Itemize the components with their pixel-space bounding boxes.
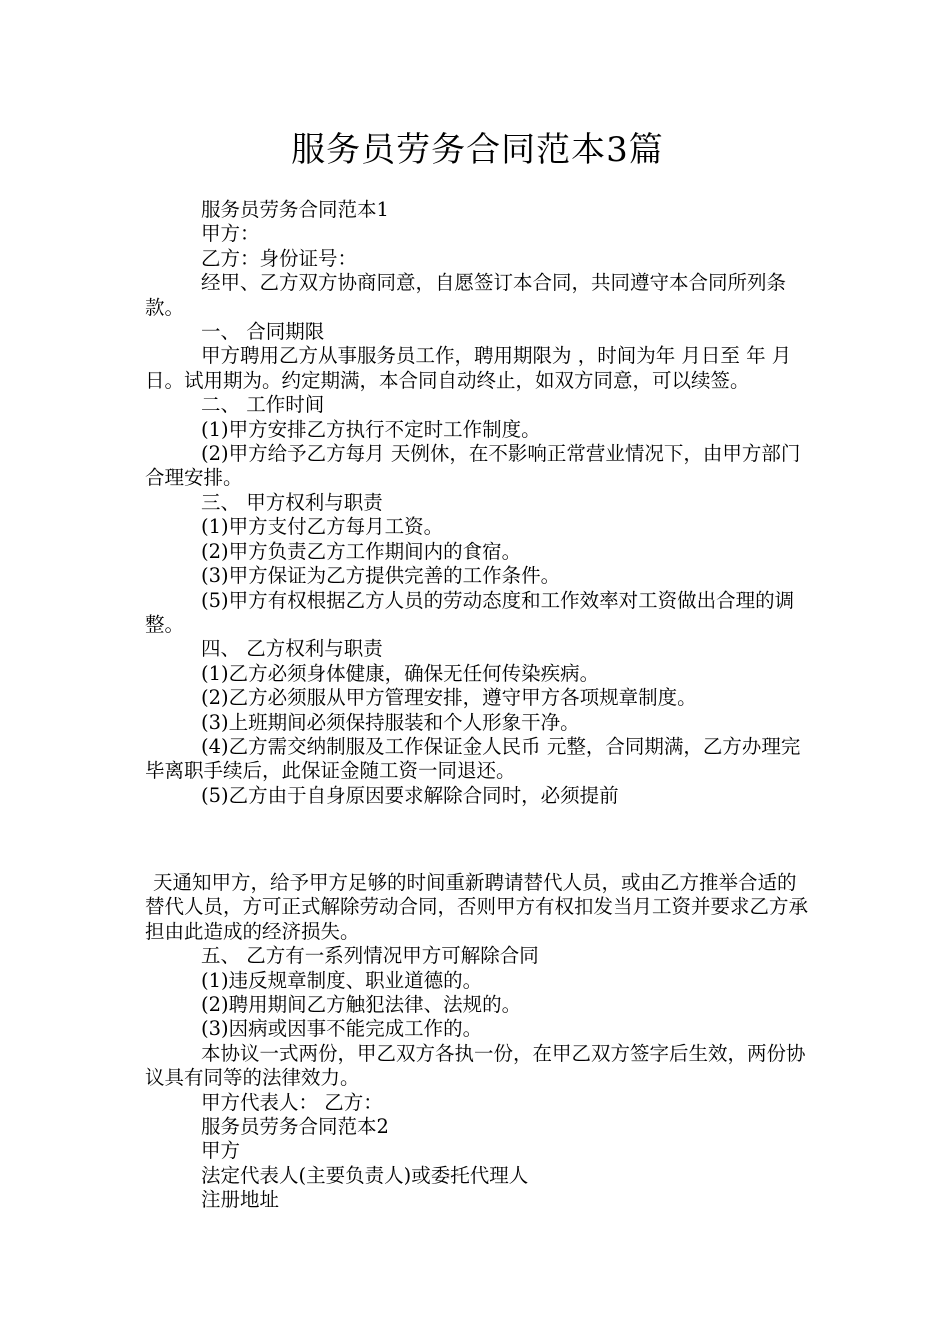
list-item: (2)甲方给予乙方每月 天例休，在不影响正常营业情况下，由甲方部门合理安排。 <box>145 442 801 490</box>
list-item: (5)乙方由于自身原因要求解除合同时，必须提前 <box>201 783 619 807</box>
list-item: (3)甲方保证为乙方提供完善的工作条件。 <box>201 564 561 588</box>
party-b-line: 乙方：身份证号： <box>201 246 358 270</box>
list-item: (2)甲方负责乙方工作期间内的食宿。 <box>201 539 522 563</box>
list-item: (1)乙方必须身体健康，确保无任何传染疾病。 <box>201 661 600 685</box>
party-a-line: 甲方 <box>201 1139 241 1163</box>
paragraph: 本协议一式两份，甲乙双方各执一份，在甲乙双方签字后生效，两份协议具有同等的法律效力。 <box>145 1041 806 1090</box>
list-item: (4)乙方需交纳制服及工作保证金人民币 元整，合同期满，乙方办理完毕离职手续后，此保证金随工资一同退还。 <box>145 734 801 783</box>
section-heading: 四、 乙方权利与职责 <box>201 637 383 661</box>
section-heading: 二、 工作时间 <box>201 393 325 417</box>
contract-heading-1: 服务员劳务合同范本1 <box>201 198 389 221</box>
list-item: (3)上班期间必须保持服装和个人形象干净。 <box>201 710 580 734</box>
paragraph: 甲方聘用乙方从事服务员工作，聘用期限为 ，时间为年 月日至 年 月 日。试用期为。约定期满，本合同自动终止，如双方同意，可以续签。 <box>145 344 792 392</box>
document-title: 服务员劳务合同范本3篇 <box>291 130 664 170</box>
contract-heading-2: 服务员劳务合同范本2 <box>201 1115 389 1139</box>
paragraph: 经甲、乙方双方协商同意，自愿签订本合同，共同遵守本合同所列条款。 <box>145 271 787 319</box>
contract-section-2 <box>145 871 810 1213</box>
list-item: (2)乙方必须服从甲方管理安排，遵守甲方各项规章制度。 <box>201 686 697 710</box>
paragraph: 天通知甲方，给予甲方足够的时间重新聘请替代人员，或由乙方推举合适的替代人员，方可正式解除劳动合同，否则甲方有权扣发当月工资并要求乙方承担由此造成的经济损失。 <box>145 871 809 943</box>
party-a-line: 甲方： <box>201 222 260 246</box>
list-item: (1)甲方安排乙方执行不定时工作制度。 <box>201 417 541 441</box>
signature-line: 甲方代表人： 乙方： <box>201 1090 383 1114</box>
list-item: (2)聘用期间乙方触犯法律、法规的。 <box>201 993 522 1017</box>
list-item: (1)违反规章制度、职业道德的。 <box>201 968 483 992</box>
section-heading: 一、 合同期限 <box>201 320 325 344</box>
representative-line: 法定代表人(主要负责人)或委托代理人 <box>201 1163 529 1187</box>
list-item: (3)因病或因事不能完成工作的。 <box>201 1017 483 1041</box>
section-heading: 五、 乙方有一系列情况甲方可解除合同 <box>201 944 539 968</box>
contract-section-1 <box>145 198 810 808</box>
section-heading: 三、 甲方权利与职责 <box>201 490 383 514</box>
list-item: (5)甲方有权根据乙方人员的劳动态度和工作效率对工资做出合理的调整。 <box>145 588 795 636</box>
address-line: 注册地址 <box>201 1188 280 1212</box>
list-item: (1)甲方支付乙方每月工资。 <box>201 515 444 539</box>
